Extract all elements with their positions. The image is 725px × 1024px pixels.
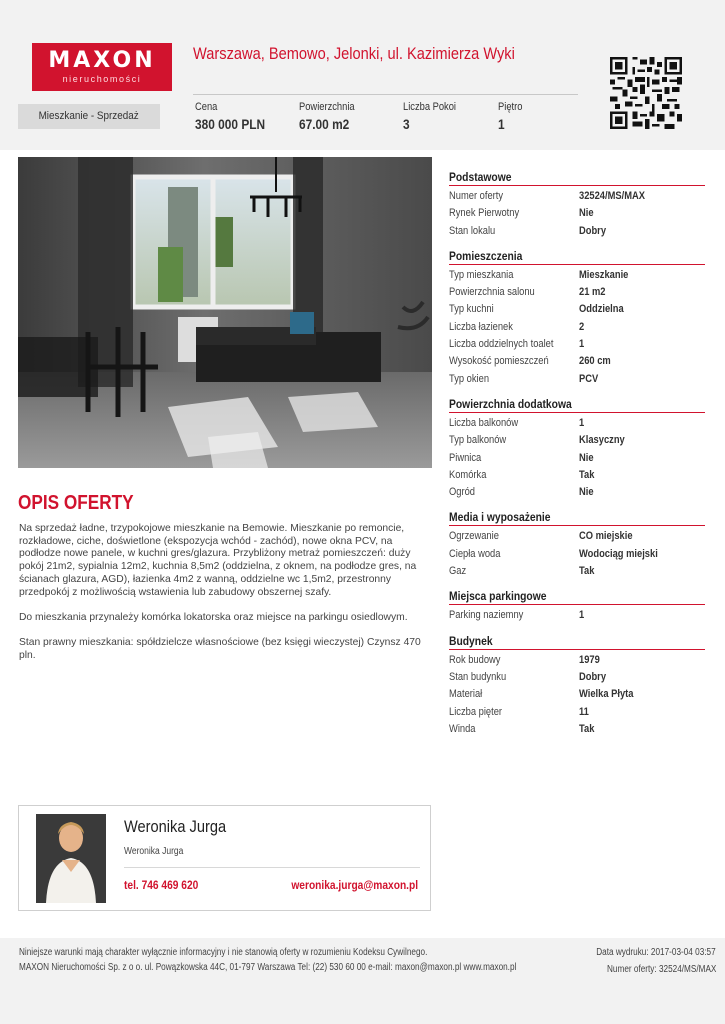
property-address: Warszawa, Bemowo, Jelonki, ul. Kazimierza Wyki xyxy=(193,44,515,63)
detail-label: Stan lokalu xyxy=(449,224,496,237)
detail-value: Nie xyxy=(579,486,594,499)
footer-disclaimer: Niniejsze warunki mają charakter wyłącznie informacyjny i nie stanowią oferty w rozumieniu Kodeksu Cywilnego. xyxy=(19,947,428,958)
detail-value: CO miejskie xyxy=(579,530,633,543)
description-title: OPIS OFERTY xyxy=(18,492,134,514)
detail-value: Tak xyxy=(579,722,595,735)
detail-value: 1 xyxy=(579,338,585,351)
detail-row xyxy=(449,563,705,580)
detail-label: Rynek Pierwotny xyxy=(449,207,520,220)
rooms-block xyxy=(403,101,465,132)
detail-row xyxy=(449,669,705,686)
section-title: Powierzchnia dodatkowa xyxy=(449,396,572,411)
details-section xyxy=(449,249,705,388)
detail-value: Mieszkanie xyxy=(579,268,629,281)
detail-row xyxy=(449,607,705,624)
floor-block xyxy=(498,101,527,132)
detail-label: Liczba pięter xyxy=(449,705,503,718)
description-paragraph: Stan prawny mieszkania: spółdzielcze własnościowe (bez księgi wieczystej) Czynsz 470 pln. xyxy=(19,637,421,661)
detail-value: Klasyczny xyxy=(579,434,625,447)
section-divider xyxy=(449,604,705,605)
details-section xyxy=(449,170,705,240)
description-text xyxy=(19,523,429,675)
floor-label: Piętro xyxy=(498,101,523,113)
area-label: Powierzchnia xyxy=(299,101,355,113)
agent-phone-link[interactable]: tel. 746 469 620 xyxy=(124,878,199,892)
details-section xyxy=(449,510,705,580)
detail-row xyxy=(449,267,705,284)
detail-value: Tak xyxy=(579,565,595,578)
detail-row xyxy=(449,188,705,205)
detail-label: Komórka xyxy=(449,468,487,481)
footer-offer-number: Numer oferty: 32524/MS/MAX xyxy=(606,964,716,975)
section-title: Podstawowe xyxy=(449,170,512,184)
detail-label: Stan budynku xyxy=(449,670,507,683)
detail-label: Ogrzewanie xyxy=(449,530,499,543)
details-section xyxy=(449,589,705,624)
detail-row xyxy=(449,415,705,432)
qr-code-icon[interactable] xyxy=(610,57,682,129)
rooms-label: Liczba Pokoi xyxy=(403,101,457,113)
detail-row xyxy=(449,301,705,318)
address-divider xyxy=(193,94,578,95)
agent-divider xyxy=(124,867,420,868)
detail-row xyxy=(449,336,705,353)
detail-row xyxy=(449,467,705,484)
detail-row xyxy=(449,721,705,738)
detail-label: Wysokość pomieszczeń xyxy=(449,355,549,368)
detail-label: Typ okien xyxy=(449,372,490,385)
detail-value: PCV xyxy=(579,372,599,385)
description-paragraph: Do mieszkania przynależy komórka lokatorska oraz miejsce na parkingu osiedlowym. xyxy=(19,611,408,623)
detail-row xyxy=(449,528,705,545)
detail-value: 1 xyxy=(579,416,585,429)
detail-value: 1979 xyxy=(579,653,600,666)
agent-card xyxy=(18,805,431,911)
detail-value: 32524/MS/MAX xyxy=(579,190,646,202)
offer-type-badge xyxy=(18,104,160,129)
detail-row xyxy=(449,223,705,240)
section-title: Pomieszczenia xyxy=(449,248,523,263)
detail-label: Rok budowy xyxy=(449,653,501,666)
detail-label: Typ kuchni xyxy=(449,303,494,316)
detail-label: Liczba balkonów xyxy=(449,416,519,429)
section-title: Media i wyposażenie xyxy=(449,510,551,525)
detail-value: 1 xyxy=(579,609,585,622)
agent-subtitle: Weronika Jurga xyxy=(124,846,184,857)
detail-label: Typ mieszkania xyxy=(449,268,514,281)
logo-brand: MAXON xyxy=(48,48,156,73)
detail-value: 11 xyxy=(579,705,589,718)
detail-label: Parking naziemny xyxy=(449,609,524,622)
detail-value: 260 cm xyxy=(579,355,611,368)
detail-row xyxy=(449,704,705,721)
details-section xyxy=(449,634,705,738)
detail-label: Liczba oddzielnych toalet xyxy=(449,338,554,351)
detail-value: Nie xyxy=(579,451,594,464)
detail-value: Nie xyxy=(579,207,594,220)
detail-label: Liczba łazienek xyxy=(449,320,513,333)
agent-name: Weronika Jurga xyxy=(124,817,227,836)
area-value: 67.00 m2 xyxy=(299,116,350,132)
floor-value: 1 xyxy=(498,116,505,132)
detail-label: Piwnica xyxy=(449,451,482,464)
detail-value: 21 m2 xyxy=(579,286,606,299)
detail-value: Tak xyxy=(579,468,595,481)
detail-row xyxy=(449,546,705,563)
detail-label: Typ balkonów xyxy=(449,434,507,447)
price-value: 380 000 PLN xyxy=(195,116,266,132)
area-block xyxy=(299,101,364,132)
detail-row xyxy=(449,652,705,669)
detail-value: Dobry xyxy=(579,224,607,237)
section-divider xyxy=(449,649,705,650)
rooms-value: 3 xyxy=(403,116,410,132)
detail-label: Numer oferty xyxy=(449,190,504,202)
detail-value: Dobry xyxy=(579,670,607,683)
detail-row xyxy=(449,353,705,370)
section-divider xyxy=(449,264,705,265)
detail-row xyxy=(449,319,705,336)
price-label: Cena xyxy=(195,101,218,113)
agent-email-link[interactable]: weronika.jurga@maxon.pl xyxy=(291,878,418,892)
detail-row xyxy=(449,484,705,501)
detail-value: 2 xyxy=(579,320,585,333)
detail-row xyxy=(449,284,705,301)
detail-label: Powierzchnia salonu xyxy=(449,286,535,299)
section-title: Budynek xyxy=(449,633,493,648)
detail-row xyxy=(449,432,705,449)
agent-avatar xyxy=(36,814,106,903)
detail-row xyxy=(449,686,705,703)
details-section xyxy=(449,397,705,501)
section-divider xyxy=(449,412,705,413)
footer-print-date: Data wydruku: 2017-03-04 03:57 xyxy=(596,947,716,958)
detail-label: Ogród xyxy=(449,486,475,499)
detail-label: Gaz xyxy=(449,565,467,578)
maxon-logo[interactable] xyxy=(32,43,172,91)
section-divider xyxy=(449,525,705,526)
description-paragraph: Na sprzedaż ładne, trzypokojowe mieszkanie na Bemowie. Mieszkanie po remoncie, rozkładowe, ciche, doświetlone (ekspozycja wchód - zachód), nowe okna PCV, na podłodze nowe panele, w kuchni gres/glazura. Przybliżony metraż pomieszczeń: duży pokój 21m2, sypialnia 12m2, kuchnia 8,5m2 (oddzielna, z oknem, na podłodze gres, na ścianach glazura, AGD), łazienka 4m2 z wanną, oddzielne wc 1,5m2, przestronny przedpokój z możliwością wstawienia lub zabudowy obszernej szafy. xyxy=(19,523,417,598)
detail-label: Materiał xyxy=(449,688,483,701)
logo-tagline: nieruchomości xyxy=(62,74,142,84)
property-details xyxy=(449,170,705,747)
price-block xyxy=(195,101,278,132)
section-divider xyxy=(449,185,705,186)
detail-row xyxy=(449,371,705,388)
offer-type-label: Mieszkanie - Sprzedaż xyxy=(38,110,140,122)
detail-label: Winda xyxy=(449,722,476,735)
detail-value: Wielka Płyta xyxy=(579,688,634,701)
detail-row xyxy=(449,205,705,222)
detail-value: Wodociąg miejski xyxy=(579,547,658,560)
property-photo[interactable] xyxy=(18,157,432,468)
footer-company-info: MAXON Nieruchomości Sp. z o o. ul. Powązkowska 44C, 01-797 Warszawa Tel: (22) 530 60 00 e-mail: maxon@maxon.pl www.maxon.pl xyxy=(19,962,517,973)
detail-label: Ciepła woda xyxy=(449,547,501,560)
detail-row xyxy=(449,450,705,467)
section-title: Miejsca parkingowe xyxy=(449,589,547,604)
detail-value: Oddzielna xyxy=(579,303,624,316)
